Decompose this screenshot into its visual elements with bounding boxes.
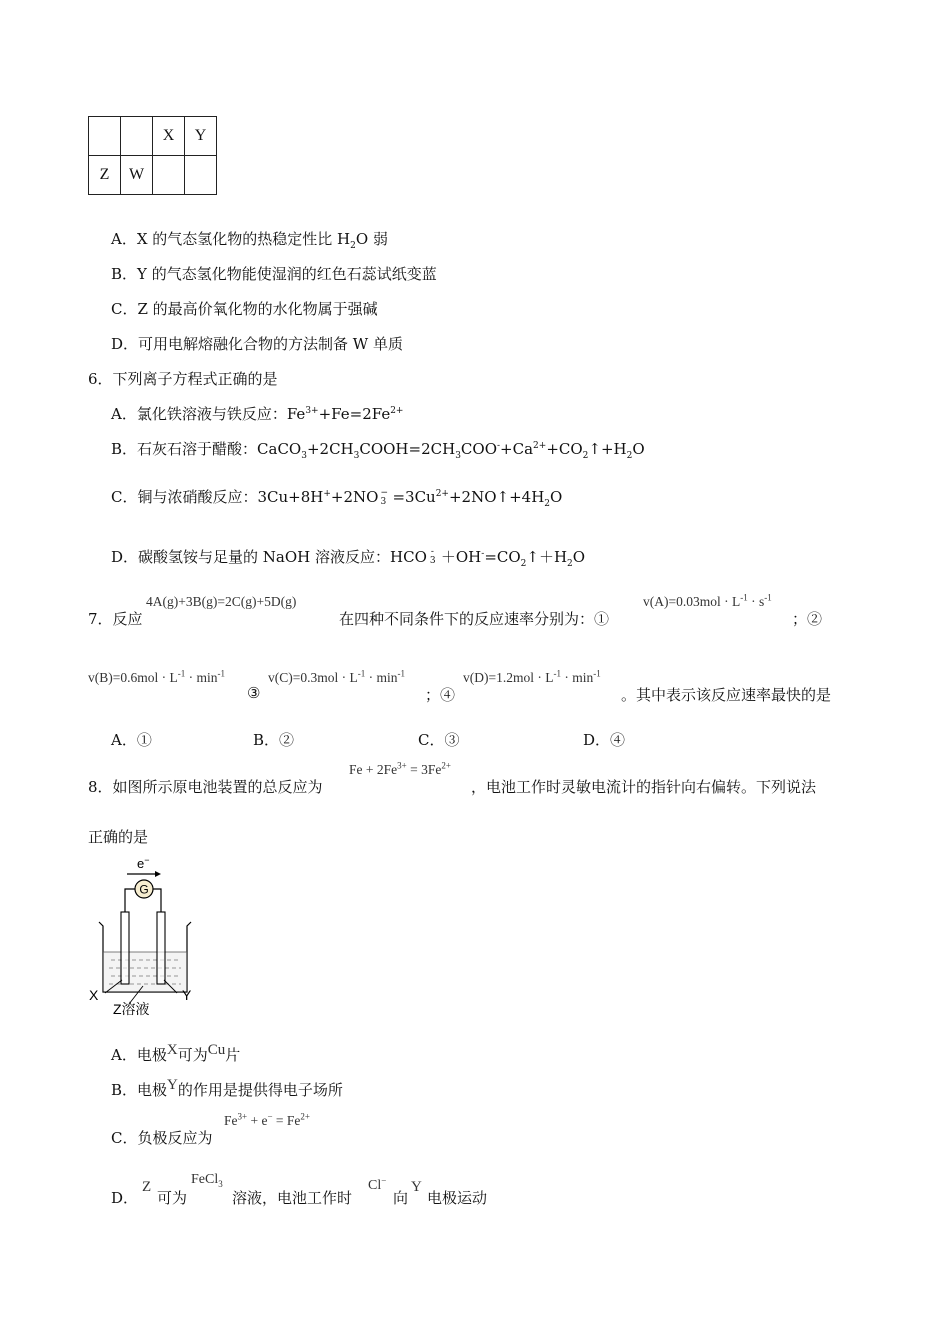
q6-option-a: A．氯化铁溶液与铁反应：$Fe^{3+}+Fe=2Fe^{2+}$ bbox=[111, 405, 404, 423]
q7-option-d: D．④ bbox=[583, 731, 626, 749]
q7-lead: 7．反应 bbox=[88, 610, 143, 628]
table-cell: Y bbox=[185, 117, 217, 156]
electrode-x bbox=[121, 912, 129, 984]
q7-reaction-equation: 4A(g)+3B(g)=2C(g)+5D(g) bbox=[146, 594, 297, 609]
q7-option-a: A．① bbox=[111, 731, 152, 749]
q6-option-c: C．铜与浓硝酸反应：3Cu+8H++2NO − 3 $=3Cu^{2+}+2NO↑+4H_2O$ bbox=[111, 488, 563, 509]
y-label: Y bbox=[182, 987, 192, 1003]
q7-separator-4: ；④ bbox=[425, 686, 456, 704]
q8-d-y: Y bbox=[411, 1179, 422, 1195]
q7-rate-4: $v(D)=1.2mol \cdot L^{-1} \cdot \min^{-1}$ bbox=[463, 668, 601, 685]
q7-separator-2: ；② bbox=[792, 610, 823, 628]
q8-total-reaction: $Fe + 2Fe^{3+} = 3Fe^{2+}$ bbox=[349, 760, 451, 777]
q8-negative-electrode-equation: $Fe^{3+} + e^- = Fe^{2+}$ bbox=[224, 1111, 310, 1128]
galvanic-cell-diagram bbox=[85, 852, 205, 1022]
table-cell: Z bbox=[89, 156, 121, 195]
q8-d-text2: 溶液，电池工作时 bbox=[232, 1189, 353, 1207]
q8-d-text4: 电极运动 bbox=[427, 1189, 488, 1207]
q5-option-b: B．Y 的气态氢化物能使湿润的红色石蕊试纸变蓝 bbox=[111, 265, 437, 283]
q7-option-b: B．② bbox=[253, 731, 295, 749]
arrow-head-icon bbox=[155, 871, 161, 877]
q7-rate-3: $v(C)=0.3mol \cdot L^{-1} \cdot \min^{-1}$ bbox=[268, 668, 405, 685]
q8-option-a: A．电极X可为Cu片 bbox=[111, 1042, 241, 1064]
q5-option-a: A．X 的气态氢化物的热稳定性比 $H_2O$ 弱 bbox=[111, 230, 388, 251]
element-table bbox=[88, 116, 217, 195]
q8-option-b: B．电极Y的作用是提供得电子场所 bbox=[111, 1077, 343, 1099]
q8-line2: 正确的是 bbox=[88, 828, 149, 846]
q8-lead: 8．如图所示原电池装置的总反应为 bbox=[88, 778, 323, 796]
electrode-y bbox=[157, 912, 165, 984]
table-cell bbox=[121, 117, 153, 156]
galvanometer-label: G bbox=[139, 882, 149, 897]
q8-tail: ，电池工作时灵敏电流计的指针向右偏转。下列说法 bbox=[471, 778, 817, 796]
table-cell bbox=[89, 117, 121, 156]
q6-stem: 6．下列离子方程式正确的是 bbox=[88, 370, 278, 388]
wire-left bbox=[125, 889, 135, 912]
q7-rate-2: $v(B)=0.6mol \cdot L^{-1} \cdot \min^{-1}$ bbox=[88, 668, 225, 685]
table-cell bbox=[185, 156, 217, 195]
q7-option-c: C．③ bbox=[418, 731, 460, 749]
table-row bbox=[89, 156, 217, 195]
q8-option-c: C．负极反应为 bbox=[111, 1129, 213, 1147]
x-label: X bbox=[89, 987, 99, 1003]
q8-d-chloride: Cl− bbox=[368, 1175, 387, 1193]
z-solution-label: Z溶液 bbox=[113, 1001, 150, 1017]
table-cell: W bbox=[121, 156, 153, 195]
q7-rate-1: $v(A)=0.03mol \cdot L^{-1} \cdot s^{-1}$ bbox=[643, 592, 772, 609]
q8-d-text3: 向 bbox=[393, 1189, 409, 1207]
q8-d-text1: 可为 bbox=[157, 1189, 188, 1207]
electron-label: e− bbox=[137, 855, 150, 871]
wire-right bbox=[153, 889, 161, 912]
q7-separator-3: ③ bbox=[247, 684, 261, 702]
table-row bbox=[89, 117, 217, 156]
q8-d-z: Z bbox=[142, 1179, 152, 1195]
q6-option-b: B．石灰石溶于醋酸：$CaCO_3+2CH_3COOH=2CH_3COO^-+Ca^{2+}+CO_2↑+H_2O$ bbox=[111, 440, 645, 461]
q5-option-d: D．可用电解熔融化合物的方法制备 W 单质 bbox=[111, 335, 403, 353]
q7-tail: 。其中表示该反应速率最快的是 bbox=[621, 686, 832, 704]
q8-d-fecl3: FeCl$_3$ bbox=[191, 1172, 223, 1189]
q5-option-c: C．Z 的最高价氧化物的水化物属于强碱 bbox=[111, 300, 378, 318]
table-cell bbox=[153, 156, 185, 195]
q8-option-d: D． bbox=[111, 1189, 139, 1207]
q6-option-d: D．碳酸氢铵与足量的 NaOH 溶液反应：HCO - 3 $+OH^-=CO_2↑+H_2O$ bbox=[111, 547, 586, 569]
z-solution bbox=[104, 952, 187, 992]
q7-mid-text: 在四种不同条件下的反应速率分别为：① bbox=[339, 610, 610, 628]
table-cell: X bbox=[153, 117, 185, 156]
